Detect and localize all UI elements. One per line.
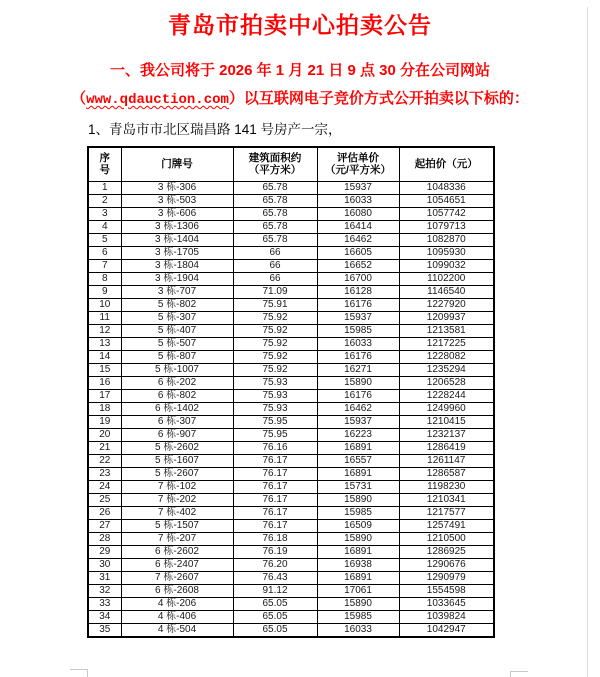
cell-index: 11 [88, 311, 121, 324]
cell-unit-price: 15937 [317, 311, 399, 324]
cell-area: 65.78 [233, 207, 317, 220]
column-header-start-price: 起拍价（元） [399, 147, 494, 181]
cell-area: 66 [233, 272, 317, 285]
cell-start-price: 1210500 [399, 532, 494, 545]
cell-area: 76.20 [233, 558, 317, 571]
cell-index: 16 [88, 376, 121, 389]
table-row [88, 272, 494, 285]
cell-start-price: 1286925 [399, 545, 494, 558]
cell-unit-price: 15890 [317, 532, 399, 545]
cell-index: 2 [88, 194, 121, 207]
table-row [88, 181, 494, 194]
cell-area: 66 [233, 259, 317, 272]
table-row [88, 337, 494, 350]
cell-area: 75.92 [233, 363, 317, 376]
cell-start-price: 1095930 [399, 246, 494, 259]
cell-door-number: 5 栋-802 [121, 298, 233, 311]
table-row [88, 298, 494, 311]
cell-unit-price: 16223 [317, 428, 399, 441]
cell-area: 76.19 [233, 545, 317, 558]
cell-door-number: 3 栋-1804 [121, 259, 233, 272]
cell-area: 75.93 [233, 389, 317, 402]
table-row [88, 389, 494, 402]
cell-index: 1 [88, 181, 121, 194]
cell-area: 76.43 [233, 571, 317, 584]
table-row [88, 480, 494, 493]
cell-index: 26 [88, 506, 121, 519]
cell-index: 4 [88, 220, 121, 233]
cell-index: 18 [88, 402, 121, 415]
cell-start-price: 1290676 [399, 558, 494, 571]
cell-door-number: 3 栋-306 [121, 181, 233, 194]
cell-unit-price: 16128 [317, 285, 399, 298]
table-row [88, 415, 494, 428]
cell-door-number: 5 栋-807 [121, 350, 233, 363]
cell-index: 24 [88, 480, 121, 493]
cell-unit-price: 16271 [317, 363, 399, 376]
cell-unit-price: 15890 [317, 376, 399, 389]
auction-notice [0, 57, 600, 114]
cell-unit-price: 16176 [317, 298, 399, 311]
cell-area: 65.78 [233, 181, 317, 194]
cell-unit-price: 15890 [317, 597, 399, 610]
cell-door-number: 3 栋-1705 [121, 246, 233, 259]
cell-index: 33 [88, 597, 121, 610]
cell-door-number: 3 栋-1904 [121, 272, 233, 285]
cell-unit-price: 15985 [317, 610, 399, 623]
cell-index: 27 [88, 519, 121, 532]
cell-unit-price: 16891 [317, 571, 399, 584]
column-header-index: 序 号 [88, 147, 121, 181]
cell-start-price: 1102200 [399, 272, 494, 285]
cell-unit-price: 15985 [317, 324, 399, 337]
table-row [88, 623, 494, 637]
cell-door-number: 7 栋-2607 [121, 571, 233, 584]
cell-start-price: 1290979 [399, 571, 494, 584]
cell-start-price: 1206528 [399, 376, 494, 389]
cell-unit-price: 16176 [317, 350, 399, 363]
cell-index: 3 [88, 207, 121, 220]
cell-door-number: 6 栋-2608 [121, 584, 233, 597]
cell-door-number: 4 栋-504 [121, 623, 233, 637]
cell-start-price: 1079713 [399, 220, 494, 233]
cell-start-price: 1217577 [399, 506, 494, 519]
table-row [88, 259, 494, 272]
cell-door-number: 6 栋-802 [121, 389, 233, 402]
cell-index: 31 [88, 571, 121, 584]
cell-door-number: 7 栋-207 [121, 532, 233, 545]
cell-index: 9 [88, 285, 121, 298]
cell-start-price: 1235294 [399, 363, 494, 376]
table-row [88, 376, 494, 389]
cell-unit-price: 16462 [317, 233, 399, 246]
cell-area: 76.17 [233, 493, 317, 506]
cell-index: 6 [88, 246, 121, 259]
cell-door-number: 6 栋-1402 [121, 402, 233, 415]
cell-unit-price: 16462 [317, 402, 399, 415]
cell-door-number: 7 栋-102 [121, 480, 233, 493]
table-body [88, 181, 494, 637]
table-row [88, 194, 494, 207]
cell-unit-price: 16605 [317, 246, 399, 259]
cell-index: 30 [88, 558, 121, 571]
cell-door-number: 5 栋-1607 [121, 454, 233, 467]
cell-start-price: 1054651 [399, 194, 494, 207]
cell-start-price: 1286587 [399, 467, 494, 480]
cell-area: 71.09 [233, 285, 317, 298]
cell-door-number: 3 栋-503 [121, 194, 233, 207]
cell-start-price: 1213581 [399, 324, 494, 337]
cell-unit-price: 16509 [317, 519, 399, 532]
cell-door-number: 5 栋-2607 [121, 467, 233, 480]
notice-line-1: 一、我公司将于 2026 年 1 月 21 日 9 点 30 分在公司网站 [109, 62, 491, 79]
cell-start-price: 1232137 [399, 428, 494, 441]
auction-website-url: www.qdauction.com [86, 92, 229, 108]
table-row [88, 207, 494, 220]
cell-area: 75.92 [233, 337, 317, 350]
cell-door-number: 3 栋-606 [121, 207, 233, 220]
cell-start-price: 1210415 [399, 415, 494, 428]
cell-area: 65.05 [233, 610, 317, 623]
cell-unit-price: 16033 [317, 337, 399, 350]
table-row [88, 311, 494, 324]
cell-door-number: 6 栋-202 [121, 376, 233, 389]
cell-door-number: 5 栋-307 [121, 311, 233, 324]
cell-door-number: 5 栋-507 [121, 337, 233, 350]
cell-unit-price: 16652 [317, 259, 399, 272]
table-row [88, 558, 494, 571]
cell-area: 75.95 [233, 428, 317, 441]
cell-door-number: 5 栋-1507 [121, 519, 233, 532]
cell-door-number: 4 栋-206 [121, 597, 233, 610]
cell-start-price: 1210341 [399, 493, 494, 506]
cell-unit-price: 16080 [317, 207, 399, 220]
cell-area: 65.05 [233, 623, 317, 637]
column-header-door-number: 门牌号 [121, 147, 233, 181]
cell-door-number: 6 栋-2602 [121, 545, 233, 558]
cell-index: 28 [88, 532, 121, 545]
table-row [88, 545, 494, 558]
lot-heading: 1、青岛市市北区瑞昌路 141 号房产一宗， [88, 122, 342, 137]
table-row [88, 441, 494, 454]
cell-index: 35 [88, 623, 121, 637]
cell-area: 75.93 [233, 402, 317, 415]
cell-start-price: 1286419 [399, 441, 494, 454]
cell-area: 65.78 [233, 220, 317, 233]
cell-area: 75.92 [233, 311, 317, 324]
cell-unit-price: 16938 [317, 558, 399, 571]
cell-start-price: 1257491 [399, 519, 494, 532]
table-row [88, 428, 494, 441]
cell-door-number: 6 栋-907 [121, 428, 233, 441]
cell-index: 15 [88, 363, 121, 376]
page-title: 青岛市拍卖中心拍卖公告 [168, 12, 432, 38]
table-row [88, 324, 494, 337]
cell-door-number: 7 栋-402 [121, 506, 233, 519]
cell-start-price: 1039824 [399, 610, 494, 623]
cell-index: 34 [88, 610, 121, 623]
cell-area: 65.78 [233, 194, 317, 207]
table-row [88, 402, 494, 415]
cell-area: 76.17 [233, 467, 317, 480]
cell-index: 5 [88, 233, 121, 246]
cell-start-price: 1217225 [399, 337, 494, 350]
cell-unit-price: 15890 [317, 493, 399, 506]
cell-start-price: 1099032 [399, 259, 494, 272]
cell-start-price: 1227920 [399, 298, 494, 311]
cell-unit-price: 16891 [317, 441, 399, 454]
cell-unit-price: 16700 [317, 272, 399, 285]
page-edge-line [587, 7, 588, 677]
table-row [88, 493, 494, 506]
cell-area: 66 [233, 246, 317, 259]
cell-index: 14 [88, 350, 121, 363]
cell-area: 76.16 [233, 441, 317, 454]
table-row [88, 363, 494, 376]
cell-start-price: 1146540 [399, 285, 494, 298]
cell-area: 75.92 [233, 324, 317, 337]
cell-index: 10 [88, 298, 121, 311]
notice-open-paren: （ [71, 90, 87, 107]
cell-door-number: 3 栋-1306 [121, 220, 233, 233]
table-row [88, 233, 494, 246]
cell-area: 65.78 [233, 233, 317, 246]
table-row [88, 220, 494, 233]
cell-unit-price: 16891 [317, 467, 399, 480]
table-row [88, 285, 494, 298]
table-row [88, 571, 494, 584]
cell-unit-price: 16414 [317, 220, 399, 233]
cell-start-price: 1048336 [399, 181, 494, 194]
cell-door-number: 3 栋-707 [121, 285, 233, 298]
table-row [88, 506, 494, 519]
cell-start-price: 1554598 [399, 584, 494, 597]
cell-unit-price: 16033 [317, 623, 399, 637]
cell-area: 75.91 [233, 298, 317, 311]
table-row [88, 584, 494, 597]
lots-table [87, 146, 495, 638]
cell-area: 91.12 [233, 584, 317, 597]
cell-door-number: 6 栋-307 [121, 415, 233, 428]
cell-unit-price: 15985 [317, 506, 399, 519]
cell-door-number: 6 栋-2407 [121, 558, 233, 571]
cell-index: 7 [88, 259, 121, 272]
table-header [88, 147, 494, 181]
cell-unit-price: 15937 [317, 181, 399, 194]
column-header-area: 建筑面积约 （平方米） [233, 147, 317, 181]
cell-door-number: 5 栋-1007 [121, 363, 233, 376]
table-row [88, 519, 494, 532]
column-header-unit-price: 评估单价 （元/平方米） [317, 147, 399, 181]
cell-area: 76.18 [233, 532, 317, 545]
table-row [88, 246, 494, 259]
cell-index: 21 [88, 441, 121, 454]
cell-index: 25 [88, 493, 121, 506]
cell-door-number: 5 栋-2602 [121, 441, 233, 454]
cell-unit-price: 15937 [317, 415, 399, 428]
cell-area: 76.17 [233, 519, 317, 532]
cell-unit-price: 16033 [317, 194, 399, 207]
table-header-row [88, 147, 494, 181]
cell-start-price: 1228244 [399, 389, 494, 402]
cell-start-price: 1261147 [399, 454, 494, 467]
document-page [0, 7, 600, 677]
cell-index: 13 [88, 337, 121, 350]
cell-start-price: 1033645 [399, 597, 494, 610]
cell-unit-price: 16557 [317, 454, 399, 467]
cell-index: 12 [88, 324, 121, 337]
table-row [88, 467, 494, 480]
notice-line-2 [0, 85, 600, 114]
cell-index: 22 [88, 454, 121, 467]
cell-area: 76.17 [233, 480, 317, 493]
cell-door-number: 3 栋-1404 [121, 233, 233, 246]
table-row [88, 350, 494, 363]
cell-unit-price: 16176 [317, 389, 399, 402]
table-row [88, 610, 494, 623]
cell-door-number: 7 栋-202 [121, 493, 233, 506]
cell-door-number: 4 栋-406 [121, 610, 233, 623]
cell-area: 65.05 [233, 597, 317, 610]
cell-index: 23 [88, 467, 121, 480]
cell-start-price: 1228082 [399, 350, 494, 363]
cell-start-price: 1198230 [399, 480, 494, 493]
cell-unit-price: 17061 [317, 584, 399, 597]
cell-start-price: 1042947 [399, 623, 494, 637]
cell-index: 32 [88, 584, 121, 597]
cell-unit-price: 16891 [317, 545, 399, 558]
cell-unit-price: 15731 [317, 480, 399, 493]
text-boundary-mark-left [70, 669, 88, 677]
cell-index: 17 [88, 389, 121, 402]
cell-index: 29 [88, 545, 121, 558]
cell-door-number: 5 栋-407 [121, 324, 233, 337]
text-boundary-mark-right [510, 671, 528, 677]
cell-area: 75.93 [233, 376, 317, 389]
cell-index: 20 [88, 428, 121, 441]
table-row [88, 532, 494, 545]
cell-area: 76.17 [233, 454, 317, 467]
cell-index: 19 [88, 415, 121, 428]
table-row [88, 597, 494, 610]
table-row [88, 454, 494, 467]
cell-area: 75.92 [233, 350, 317, 363]
notice-line-2-rest: ）以互联网电子竞价方式公开拍卖以下标的： [228, 90, 529, 107]
cell-start-price: 1082870 [399, 233, 494, 246]
cell-start-price: 1057742 [399, 207, 494, 220]
cell-start-price: 1209937 [399, 311, 494, 324]
cell-index: 8 [88, 272, 121, 285]
cell-area: 76.17 [233, 506, 317, 519]
cell-start-price: 1249960 [399, 402, 494, 415]
cell-area: 75.95 [233, 415, 317, 428]
